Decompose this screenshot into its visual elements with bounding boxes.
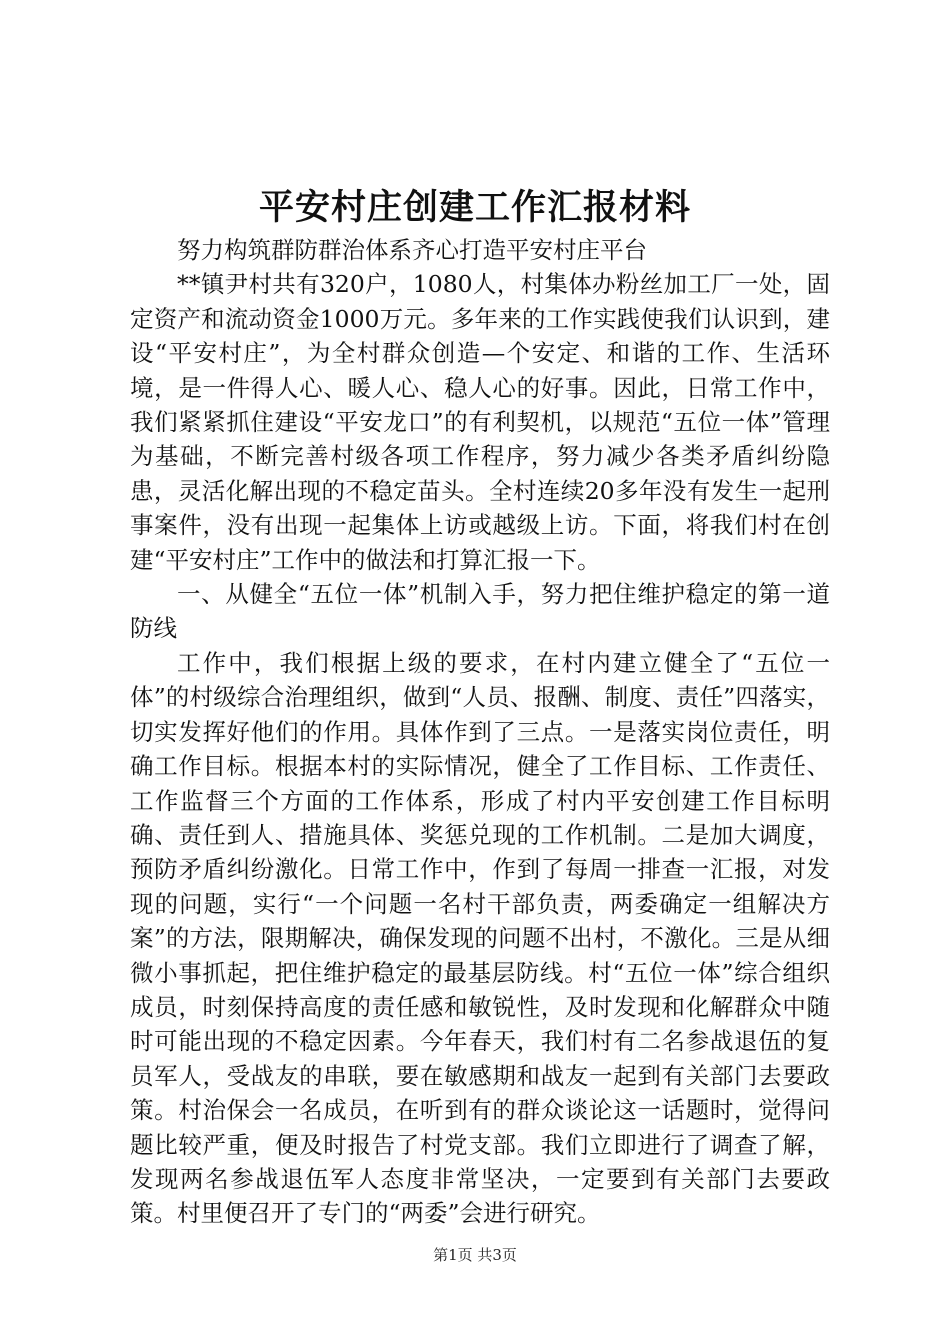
section-heading: 一、从健全“五位一体”机制入手，努力把住维护稳定的第一道防线 [130, 580, 830, 643]
body-paragraph: 工作中，我们根据上级的要求，在村内建立健全了“五位一体”的村级综合治理组织，做到“人员、报酬、制度、责任”四落实，切实发挥好他们的作用。具体作到了三点。一是落实岗位责任，明确工作目标。根据本村的实际情况，健全了工作目标、工作责任、工作监督三个方面的工作体系，形成了村内平安创建工作目标明确、责任到人、措施具体、奖惩兑现的工作机制。二是加大调度，预防矛盾纠纷激化。日常工作中，作到了每周一排查一汇报，对发现的问题，实行“一个问题一名村干部负责，两委确定一组解决方案”的方法，限期解决，确保发现的问题不出村，不激化。三是从细微小事抓起，把住维护稳定的最基层防线。村“五位一体”综合组织成员，时刻保持高度的责任感和敏锐性，及时发现和化解群众中随时可能出现的不稳定因素。今年春天，我们村有二名参战退伍的复员军人，受战友的串联，要在敏感期和战友一起到有关部门去要政策。村治保会一名成员，在听到有的群众谈论这一话题时，觉得问题比较严重，便及时报告了村党支部。我们立即进行了调查了解，发现两名参战退伍军人态度非常坚决，一定要到有关部门去要政策。村里便召开了专门的“两委”会进行研究。 [130, 648, 830, 1228]
page-footer: 第1页 共3页 [433, 1246, 517, 1264]
page-title: 平安村庄创建工作汇报材料 [258, 187, 691, 228]
body-paragraph: **镇尹村共有320户，1080人，村集体办粉丝加工厂一处，固定资产和流动资金1000万元。多年来的工作实践使我们认识到，建设“平安村庄”，为全村群众创造—个安定、和谐的工作、生活环境，是一件得人心、暖人心、稳人心的好事。因此，日常工作中，我们紧紧抓住建设“平安龙口”的有利契机，以规范“五位一体”管理为基础，不断完善村级各项工作程序，努力减少各类矛盾纠纷隐患，灵活化解出现的不稳定苗头。全村连续20多年没有发生一起刑事案件，没有出现一起集体上访或越级上访。下面，将我们村在创建“平安村庄”工作中的做法和打算汇报一下。 [130, 270, 830, 574]
subtitle-paragraph: 努力构筑群防群治体系齐心打造平安村庄平台 [177, 236, 647, 264]
document-body [130, 233, 830, 1231]
